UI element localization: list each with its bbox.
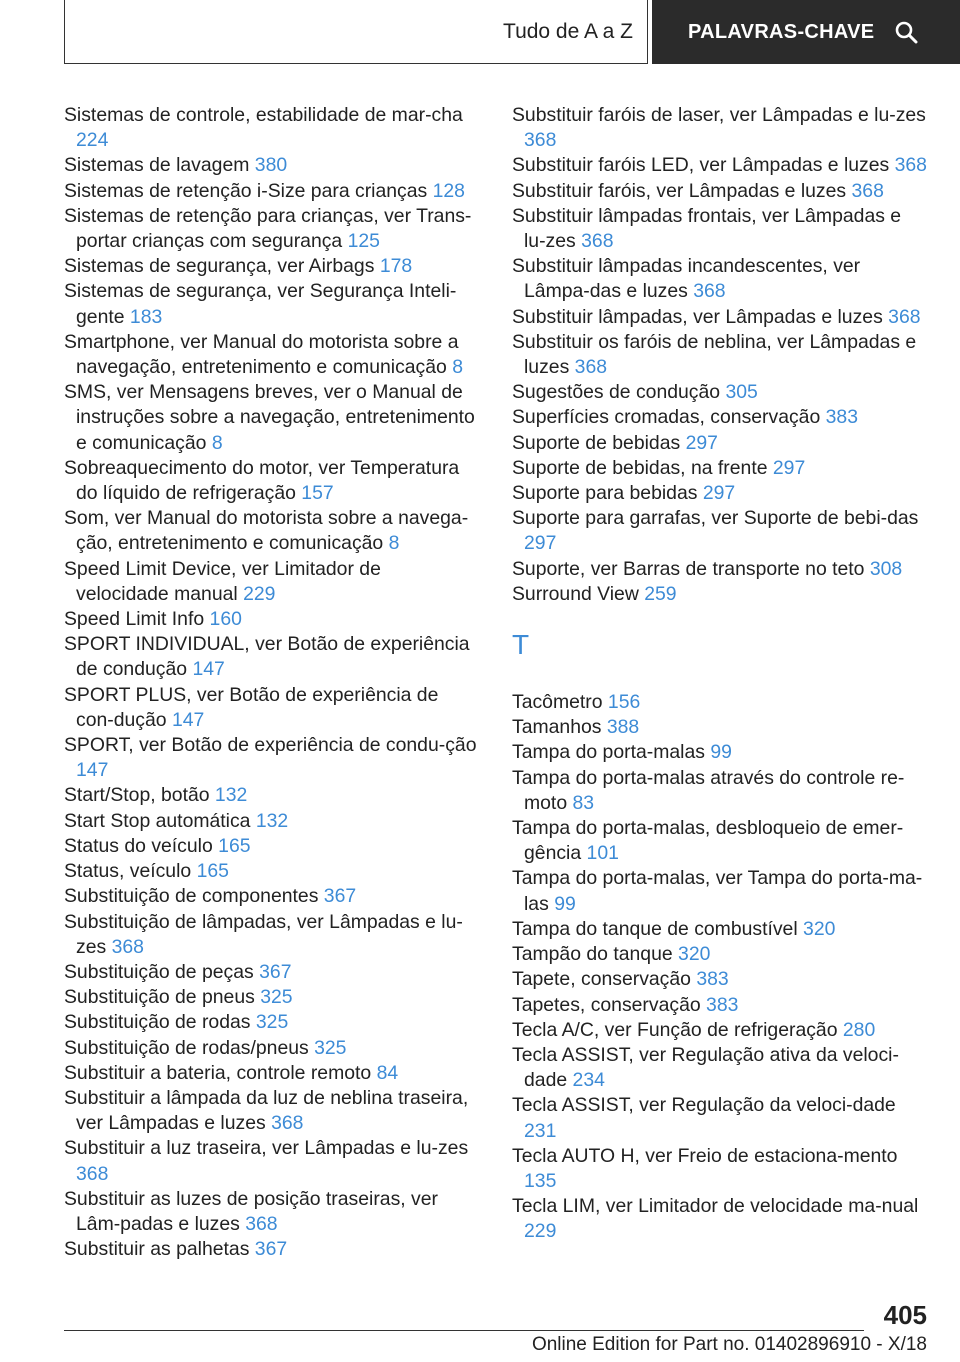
index-entry [512,204,928,254]
index-entry [64,254,478,279]
entry-page-link[interactable]: 383 [696,968,729,991]
index-entry [64,1061,478,1086]
entry-text: Suporte para bebidas [512,482,698,505]
entry-page-link[interactable]: 368 [76,1162,109,1185]
index-entry [64,1187,478,1237]
entry-page-link[interactable]: 147 [171,708,205,731]
entry-text: Tecla LIM, ver Limitador de velocidade ma-nual [512,1195,919,1218]
entry-page-link[interactable]: 297 [524,532,557,555]
index-entry [64,1237,478,1262]
index-entry [512,967,928,992]
entry-page-link[interactable]: 325 [260,986,293,1009]
entry-text: Sugestões de condução [512,381,721,404]
entry-text: Tampa do porta-malas [512,741,705,764]
entry-text: Sistemas de controle, estabilidade de mar-cha [64,104,463,126]
entry-text: Substituir a luz traseira, ver Lâmpadas e lu-zes [64,1137,469,1160]
index-entry [512,866,928,916]
entry-text: Tamanhos [512,716,602,739]
index-group-s [512,103,928,607]
entry-page-link[interactable]: 128 [432,179,465,202]
entry-page-link[interactable]: 259 [644,582,677,605]
entry-text: Tecla ASSIST, ver Regulação ativa da veloci-dade [512,1043,899,1092]
index-entry [512,690,928,715]
index-entry [64,834,478,859]
entry-text: Substituição de rodas [64,1011,251,1034]
entry-page-link[interactable]: 99 [554,892,576,915]
entry-page-link[interactable]: 368 [888,305,921,328]
entry-text: Tampa do porta-malas através do controle re-moto [512,766,905,814]
entry-text: SPORT, ver Botão de experiência de condu-ção [64,734,477,757]
index-entry [512,582,928,607]
entry-page-link[interactable]: 368 [693,280,726,303]
entry-page-link[interactable]: 84 [376,1061,399,1084]
entry-text: Substituição de rodas/pneus [64,1036,309,1059]
active-tab-label: PALAVRAS-CHAVE [688,20,875,43]
entry-text: Substituir os faróis de neblina, ver Lâmpadas e luzes [512,330,917,379]
entry-page-link[interactable]: 367 [259,960,292,983]
index-entry [512,993,928,1018]
index-entry [64,204,478,254]
entry-page-link[interactable]: 297 [702,482,736,505]
index-entry [64,456,478,506]
entry-text: Substituir faróis de laser, ver Lâmpadas e lu-zes [512,104,926,126]
entry-text: Substituir faróis LED, ver Lâmpadas e luzes [512,154,890,177]
index-entry [64,683,478,733]
entry-text: Status, veículo [64,860,192,883]
index-entry [64,960,478,985]
index-entry [512,816,928,866]
entry-page-link[interactable]: 160 [209,608,242,631]
index-entry [512,179,928,204]
entry-text: Status do veículo [64,834,213,857]
entry-page-link[interactable]: 320 [678,943,711,966]
entry-text: Substituição de pneus [64,986,255,1009]
entry-page-link[interactable]: 367 [254,1238,288,1261]
entry-page-link[interactable]: 156 [607,691,641,714]
entry-page-link[interactable]: 234 [572,1069,605,1092]
entry-page-link[interactable]: 320 [803,917,836,940]
tab-tudo-de-a-a-z[interactable] [64,0,648,64]
entry-text: Sistemas de retenção i-Size para crianças [64,179,428,202]
entry-text: Tampa do porta-malas, desbloqueio de emer-gência [512,817,904,865]
index-entry [64,1136,478,1186]
footer-edition-text: Online Edition for Part no. 01402896910 - X/18 [531,1334,927,1355]
entry-text: Speed Limit Device, ver Limitador de velocidade manual [64,557,381,605]
entry-page-link[interactable]: 165 [218,834,251,857]
index-entry [512,506,928,556]
entry-page-link[interactable]: 368 [245,1212,278,1235]
entry-text: Tampão do tanque [512,943,673,966]
index-entry [64,1010,478,1035]
entry-text: SPORT PLUS, ver Botão de experiência de con-dução [64,683,439,731]
entry-page-link[interactable]: 325 [255,1011,289,1034]
entry-text: Surround View [512,582,639,605]
tab-label: Tudo de A a Z [503,19,633,43]
index-entry [512,1194,928,1244]
entry-page-link[interactable]: 308 [869,557,903,580]
entry-page-link[interactable]: 99 [710,741,732,764]
entry-page-link[interactable]: 147 [76,759,109,782]
index-entry [64,557,478,607]
index-entry [512,1093,928,1143]
entry-page-link[interactable]: 305 [725,381,758,404]
entry-page-link[interactable]: 224 [76,129,109,152]
entry-text: Tacômetro [512,691,603,714]
entry-text: Substituição de componentes [64,885,319,908]
entry-text: Substituir lâmpadas frontais, ver Lâmpadas e lu-zes [512,204,902,253]
entry-page-link[interactable]: 388 [606,716,640,739]
entry-page-link[interactable]: 368 [581,230,614,253]
entry-text: SMS, ver Mensagens breves, ver o Manual de instruções sobre a navegação, entretenimento e comunicação [64,381,475,454]
index-entry [512,405,928,430]
entry-text: Smartphone, ver Manual do motorista sobre a navegação, entretenimento e comunicação [64,330,459,379]
entry-page-link[interactable]: 8 [452,356,464,379]
entry-text: Tapete, conservação [512,968,691,991]
entry-text: Tecla AUTO H, ver Freio de estaciona-mento [512,1144,898,1167]
index-entry [64,279,478,329]
index-column-left [64,103,478,1262]
entry-text: Tapetes, conservação [512,993,701,1016]
index-entry [512,766,928,816]
entry-page-link[interactable]: 368 [524,129,557,152]
index-entry [512,305,928,330]
index-entry [64,330,478,380]
index-entry [64,783,478,808]
index-entry [64,809,478,834]
entry-page-link[interactable]: 368 [111,935,144,958]
entry-text: Tecla ASSIST, ver Regulação da veloci-dade [512,1094,896,1117]
index-entry [64,884,478,909]
index-entry [512,715,928,740]
entry-text: Substituir faróis, ver Lâmpadas e luzes [512,179,847,202]
entry-page-link[interactable]: 383 [825,406,858,429]
entry-text: Sistemas de segurança, ver Airbags [64,255,375,278]
index-entry [512,481,928,506]
index-entry [512,431,928,456]
entry-text: Sistemas de lavagem [64,154,250,177]
index-entry [64,380,478,456]
index-entry [512,1043,928,1093]
entry-page-link[interactable]: 165 [196,860,229,883]
entry-page-link[interactable]: 297 [772,456,806,479]
index-entry [512,330,928,380]
entry-page-link[interactable]: 135 [524,1169,557,1192]
entry-text: Sistemas de retenção para crianças, ver Trans-portar crianças com segurança [64,204,472,253]
entry-text: Suporte, ver Barras de transporte no teto [512,557,865,580]
index-entry [512,380,928,405]
page-header [0,0,960,66]
index-entry [64,985,478,1010]
entry-text: Substituição de lâmpadas, ver Lâmpadas e lu-zes [64,910,463,958]
entry-text: Substituição de peças [64,960,254,983]
index-entry [512,917,928,942]
index-entry [64,1086,478,1136]
entry-page-link[interactable]: 125 [347,230,380,253]
entry-text: Superfícies cromadas, conservação [512,406,821,429]
entry-text: Som, ver Manual do motorista sobre a navega-ção, entretenimento e comunicação [64,507,469,555]
index-entry [512,1144,928,1194]
entry-page-link[interactable]: 368 [271,1112,304,1135]
entry-page-link[interactable]: 229 [524,1220,557,1243]
entry-page-link[interactable]: 368 [894,154,927,177]
entry-text: Start/Stop, botão [64,784,210,807]
entry-page-link[interactable]: 183 [129,305,163,328]
entry-page-link[interactable]: 231 [524,1119,557,1142]
entry-page-link[interactable]: 368 [851,179,884,202]
entry-text: Suporte de bebidas, na frente [512,456,768,479]
entry-page-link[interactable]: 367 [323,885,357,908]
index-entry [512,740,928,765]
index-entry [64,632,478,682]
entry-text: Substituir a bateria, controle remoto [64,1061,372,1084]
entry-text: Tecla A/C, ver Função de refrigeração [512,1018,838,1041]
entry-page-link[interactable]: 383 [706,993,739,1016]
entry-page-link[interactable]: 132 [214,784,248,807]
entry-page-link[interactable]: 132 [255,809,289,832]
entry-page-link[interactable]: 297 [685,431,718,454]
entry-text: Substituir as luzes de posição traseiras, ver Lâm-padas e luzes [64,1187,438,1235]
entry-page-link[interactable]: 280 [842,1018,876,1041]
entry-page-link[interactable]: 157 [301,482,334,505]
index-entry [512,103,928,153]
index-entry [64,607,478,632]
index-entry [512,456,928,481]
index-column-right [512,103,928,1245]
index-entry [64,179,478,204]
index-entry [64,153,478,178]
entry-page-link[interactable]: 147 [192,658,225,681]
index-entry [512,942,928,967]
index-group-t [512,690,928,1244]
page-number: 405 [883,1300,927,1330]
entry-text: Tampa do porta-malas, ver Tampa do porta-ma-las [512,867,923,915]
entry-page-link[interactable]: 8 [211,431,223,454]
entry-text: Tampa do tanque de combustível [512,917,798,940]
index-entry [64,506,478,556]
entry-page-link[interactable]: 368 [574,356,608,379]
index-entry [512,153,928,178]
index-entry [512,254,928,304]
entry-text: Suporte para garrafas, ver Suporte de bebi-das [512,507,919,530]
entry-page-link[interactable]: 8 [388,532,400,555]
index-entry [512,557,928,582]
entry-text: Substituir lâmpadas, ver Lâmpadas e luzes [512,305,883,328]
index-entry [64,1036,478,1061]
index-entry [64,910,478,960]
entry-page-link[interactable]: 178 [379,255,413,278]
entry-page-link[interactable]: 229 [243,582,276,605]
entry-page-link[interactable]: 101 [586,842,619,865]
entry-page-link[interactable]: 325 [314,1036,347,1059]
entry-text: Sistemas de segurança, ver Segurança Inteli-gente [64,280,457,328]
footer-divider [64,1330,864,1331]
entry-text: Start Stop automática [64,809,251,832]
entry-page-link[interactable]: 380 [254,154,288,177]
tab-palavras-chave[interactable] [652,0,960,64]
entry-text: Sobreaquecimento do motor, ver Temperatura do líquido de refrigeração [64,456,460,505]
section-letter-heading: T [512,629,530,661]
entry-text: Speed Limit Info [64,608,205,631]
entry-text: Substituir a lâmpada da luz de neblina traseira, ver Lâmpadas e luzes [64,1086,469,1135]
index-entry [512,1018,928,1043]
search-icon[interactable] [894,20,918,44]
entry-page-link[interactable]: 83 [572,791,595,814]
index-entry [64,859,478,884]
entry-text: SPORT INDIVIDUAL, ver Botão de experiência de condução [64,633,470,681]
index-entry [64,103,478,153]
entry-text: Substituir as palhetas [64,1238,250,1261]
entry-text: Substituir lâmpadas incandescentes, ver Lâmpa-das e luzes [512,255,861,303]
entry-text: Suporte de bebidas [512,431,681,454]
index-entry [64,733,478,783]
